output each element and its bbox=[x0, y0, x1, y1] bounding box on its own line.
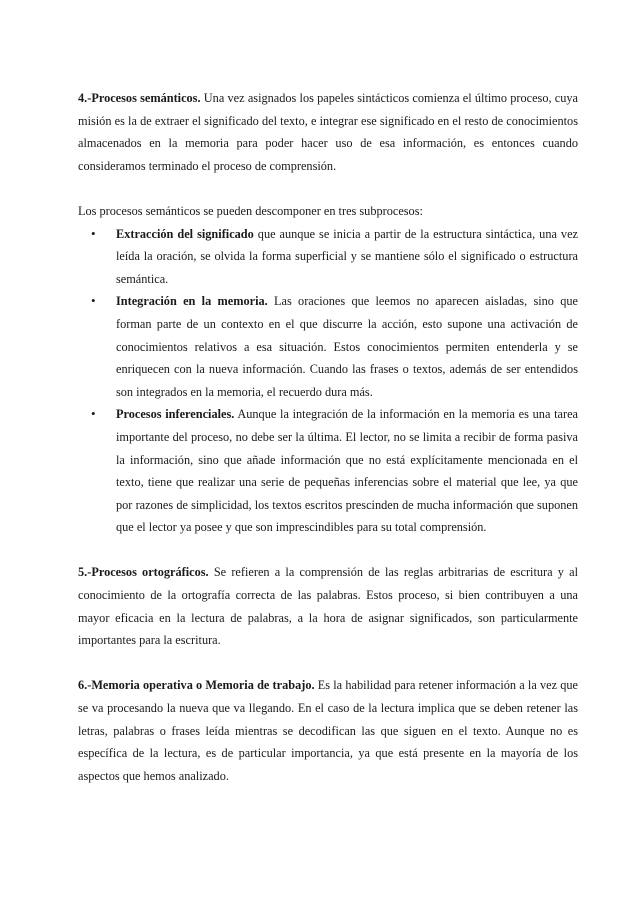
bullet-icon: • bbox=[91, 406, 96, 422]
list-item-title: Extracción del significado bbox=[116, 226, 254, 241]
section-6-title: 6.-Memoria operativa o Memoria de trabajo. bbox=[78, 678, 315, 693]
paragraph-spacer bbox=[78, 652, 578, 675]
subprocesses-intro: Los procesos semánticos se pueden descomponer en tres subprocesos: bbox=[78, 203, 423, 218]
section-4-text: Una vez asignados los papeles sintácticos comienza el último proceso, cuya misión es la de extraer el significado del texto, e integrar ese significado en el resto de conocimientos almacenados en la memoria para poder hacer uso de esa información, es entonces cuando consideramos terminado el proceso de comprensión. bbox=[78, 91, 578, 173]
paragraph-spacer bbox=[78, 539, 578, 562]
list-item bbox=[78, 223, 578, 291]
subprocesses-list bbox=[78, 223, 578, 539]
list-item-title: Integración en la memoria. bbox=[116, 294, 268, 309]
section-5-paragraph bbox=[78, 561, 578, 651]
section-6-paragraph bbox=[78, 674, 578, 787]
bullet-icon: • bbox=[91, 225, 96, 241]
section-4-title: 4.-Procesos semánticos. bbox=[78, 91, 201, 105]
section-6-text: Es la habilidad para retener información a la vez que se va procesando la nueva que va llegando. En el caso de la lectura implica que se deben retener las letras, palabras o frases leída mientras se decodifican las que siguen en el texto. Aunque no es específica de la lectura, es de particular importancia, ya que está presente en la mayoría de los aspectos que hemos analizado. bbox=[78, 678, 578, 783]
list-item bbox=[78, 290, 578, 403]
document-page bbox=[78, 87, 578, 787]
list-item bbox=[78, 403, 578, 539]
list-item-text: Aunque la integración de la información en la memoria es una tarea importante del proceso, no debe ser la última. El lector, no se limita a recibir de forma pasiva la información, sino que añade información que no está explícitamente mencionada en el texto, tiene que realizar una serie de pequeñas inferencias sobre el material que lee, ya que por razones de simplicidad, los textos escritos prescinden de mucha información que suponen que el lector ya posee y que son imprescindibles para su total comprensión. bbox=[116, 407, 578, 535]
section-5-title: 5.-Procesos ortográficos. bbox=[78, 565, 209, 580]
list-item-text: Las oraciones que leemos no aparecen aisladas, sino que forman parte de un contexto en el que discurre la acción, esto supone una activación de conocimientos relativos a esa situación. Estos conocimientos permiten entenderla y se enriquecen con la nueva información. Cuando las frases o textos, además de ser entendidos son integrados en la memoria, el recuerdo dura más. bbox=[116, 294, 578, 399]
list-item-title: Procesos inferenciales. bbox=[116, 407, 235, 422]
section-4-paragraph bbox=[78, 87, 578, 177]
paragraph-spacer bbox=[78, 177, 578, 200]
section-5-text: Se refieren a la comprensión de las reglas arbitrarias de escritura y al conocimiento de la ortografía correcta de las palabras. Estos proceso, si bien contribuyen a una mayor eficacia en la lectura de palabras, a la hora de asignar significados, son particularmente importantes para la escritura. bbox=[78, 565, 578, 648]
list-item-text: que aunque se inicia a partir de la estructura sintáctica, una vez leída la oración, se olvida la forma superficial y se mantiene sólo el significado o estructura semántica. bbox=[116, 226, 578, 286]
bullet-icon: • bbox=[91, 293, 96, 309]
